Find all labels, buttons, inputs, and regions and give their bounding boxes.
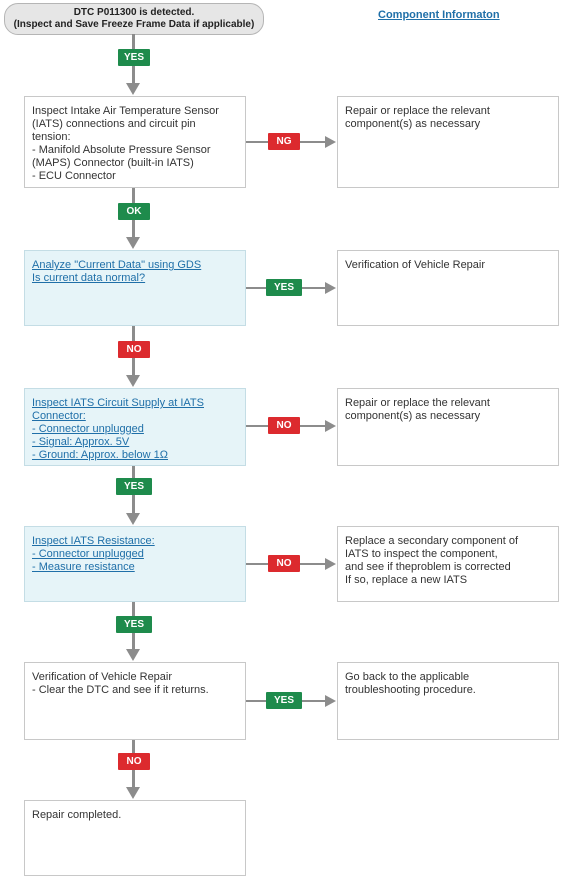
step-analyze-current-data xyxy=(24,250,246,326)
step-text: - Clear the DTC and see if it returns. xyxy=(32,684,209,696)
step-repair-completed xyxy=(24,800,246,876)
result-text: Repair or replace the relevant xyxy=(345,397,490,409)
arrow-right xyxy=(325,558,336,570)
step-link[interactable]: Inspect IATS Circuit Supply at IATS xyxy=(32,397,204,409)
badge-no: NO xyxy=(118,341,150,358)
start-line-1: DTC P011300 is detected. xyxy=(73,7,195,18)
arrow-down xyxy=(126,513,140,525)
step-text: Repair completed. xyxy=(32,809,122,821)
step-link[interactable]: - Signal: Approx. 5V xyxy=(32,436,130,448)
result-repair-replace xyxy=(337,388,559,466)
step-text: tension: xyxy=(32,131,71,143)
result-text: component(s) as necessary xyxy=(345,118,481,130)
result-go-back xyxy=(337,662,559,740)
step-link[interactable]: Connector: xyxy=(32,410,86,422)
step-link[interactable]: Is current data normal? xyxy=(32,272,146,284)
arrow-right xyxy=(325,420,336,432)
result-text: Replace a secondary component of xyxy=(345,535,519,547)
step-link[interactable]: Inspect IATS Resistance: xyxy=(32,535,155,547)
badge-no: NO xyxy=(268,417,300,434)
result-verification xyxy=(337,250,559,326)
arrow-right xyxy=(325,695,336,707)
arrow-right xyxy=(325,282,336,294)
step-text: - Manifold Absolute Pressure Sensor xyxy=(32,144,211,156)
step-verification-vehicle-repair xyxy=(24,662,246,740)
arrow-right xyxy=(325,136,336,148)
step-inspect-circuit-supply xyxy=(24,388,246,466)
arrow-down xyxy=(126,787,140,799)
result-text: Verification of Vehicle Repair xyxy=(345,259,486,271)
result-text: Go back to the applicable xyxy=(345,671,470,683)
badge-yes: YES xyxy=(118,49,150,66)
result-text: Repair or replace the relevant xyxy=(345,105,490,117)
step-text: (IATS) connections and circuit pin xyxy=(32,118,196,130)
result-text: component(s) as necessary xyxy=(345,410,481,422)
component-information-link[interactable]: Component Informaton xyxy=(378,9,500,21)
step-inspect-resistance xyxy=(24,526,246,602)
step-link[interactable]: Analyze "Current Data" using GDS xyxy=(32,259,202,271)
badge-ng: NG xyxy=(268,133,300,150)
arrow-down xyxy=(126,375,140,387)
step-link[interactable]: - Connector unplugged xyxy=(32,423,144,435)
badge-yes: YES xyxy=(266,279,302,296)
result-text: and see if theproblem is corrected xyxy=(345,561,511,573)
arrow-down xyxy=(126,83,140,95)
arrow-down xyxy=(126,237,140,249)
step-inspect-iats-connections xyxy=(24,96,246,188)
step-text: Verification of Vehicle Repair xyxy=(32,671,173,683)
arrow-down xyxy=(126,649,140,661)
badge-yes: YES xyxy=(116,478,152,495)
badge-ok: OK xyxy=(118,203,150,220)
step-text: (MAPS) Connector (built-in IATS) xyxy=(32,157,194,169)
step-text: Inspect Intake Air Temperature Sensor xyxy=(32,105,219,117)
start-line-2: (Inspect and Save Freeze Frame Data if applicable) xyxy=(13,19,255,30)
badge-yes: YES xyxy=(116,616,152,633)
badge-yes: YES xyxy=(266,692,302,709)
result-text: IATS to inspect the component, xyxy=(345,548,498,560)
step-link[interactable]: - Measure resistance xyxy=(32,561,135,573)
result-text: troubleshooting procedure. xyxy=(345,684,476,696)
result-text: If so, replace a new IATS xyxy=(345,574,468,586)
badge-no: NO xyxy=(118,753,150,770)
step-link[interactable]: - Connector unplugged xyxy=(32,548,144,560)
result-replace-secondary xyxy=(337,526,559,602)
step-text: - ECU Connector xyxy=(32,170,116,182)
step-link[interactable]: - Ground: Approx. below 1Ω xyxy=(32,449,169,461)
badge-no: NO xyxy=(268,555,300,572)
start-node xyxy=(4,3,264,35)
result-repair-replace xyxy=(337,96,559,188)
